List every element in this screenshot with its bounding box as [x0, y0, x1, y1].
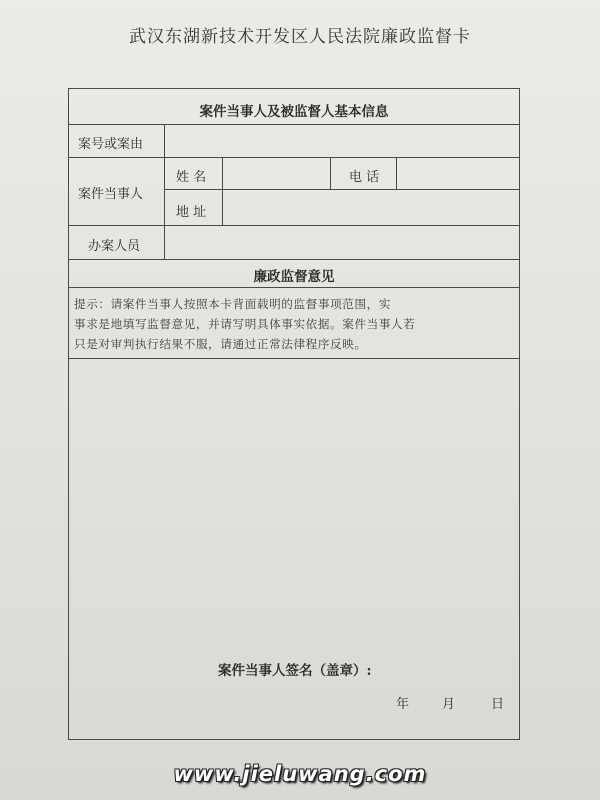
- phone-label: 电 话: [349, 170, 380, 185]
- site-watermark: www.jieluwang.com: [173, 762, 427, 786]
- handler-label: 办案人员: [88, 239, 141, 254]
- handler-field[interactable]: [166, 227, 518, 257]
- signature-label: 案件当事人签名（盖章）:: [218, 663, 372, 679]
- hint-line: 只是对审判执行结果不服，请通过正常法律程序反映。: [74, 337, 367, 351]
- instruction-hint: [74, 294, 514, 354]
- hint-line: 提示：请案件当事人按照本卡背面载明的监督事项范围，实: [74, 297, 392, 311]
- section-header-opinion: 廉政监督意见: [253, 269, 335, 285]
- column-divider: [222, 157, 223, 225]
- column-divider: [396, 157, 397, 189]
- opinion-text-area[interactable]: [70, 360, 518, 650]
- party-label: 案件当事人: [78, 187, 144, 202]
- section-header-basic-info: 案件当事人及被监督人基本信息: [199, 104, 389, 120]
- row-divider: [68, 124, 520, 125]
- case-number-label: 案号或案由: [78, 137, 144, 152]
- row-divider: [68, 287, 520, 288]
- case-number-field[interactable]: [166, 126, 518, 155]
- hint-line: 事求是地填写监督意见，并请写明具体事实依据。案件当事人若: [74, 317, 416, 331]
- address-label: 地 址: [176, 205, 207, 220]
- row-divider: [68, 225, 520, 226]
- column-divider: [164, 124, 165, 259]
- row-divider: [164, 189, 520, 190]
- column-divider: [330, 157, 331, 189]
- row-divider: [68, 157, 520, 158]
- row-divider: [68, 358, 520, 359]
- date-month-label: 月: [442, 697, 456, 712]
- name-label: 姓 名: [176, 170, 207, 185]
- document-title: 武汉东湖新技术开发区人民法院廉政监督卡: [129, 27, 471, 47]
- name-field[interactable]: [224, 159, 328, 187]
- date-year-label: 年: [396, 697, 410, 712]
- address-field[interactable]: [224, 191, 518, 223]
- phone-field[interactable]: [398, 159, 518, 187]
- date-day-label: 日: [491, 697, 505, 712]
- row-divider: [68, 259, 520, 260]
- signature-field[interactable]: [400, 655, 515, 677]
